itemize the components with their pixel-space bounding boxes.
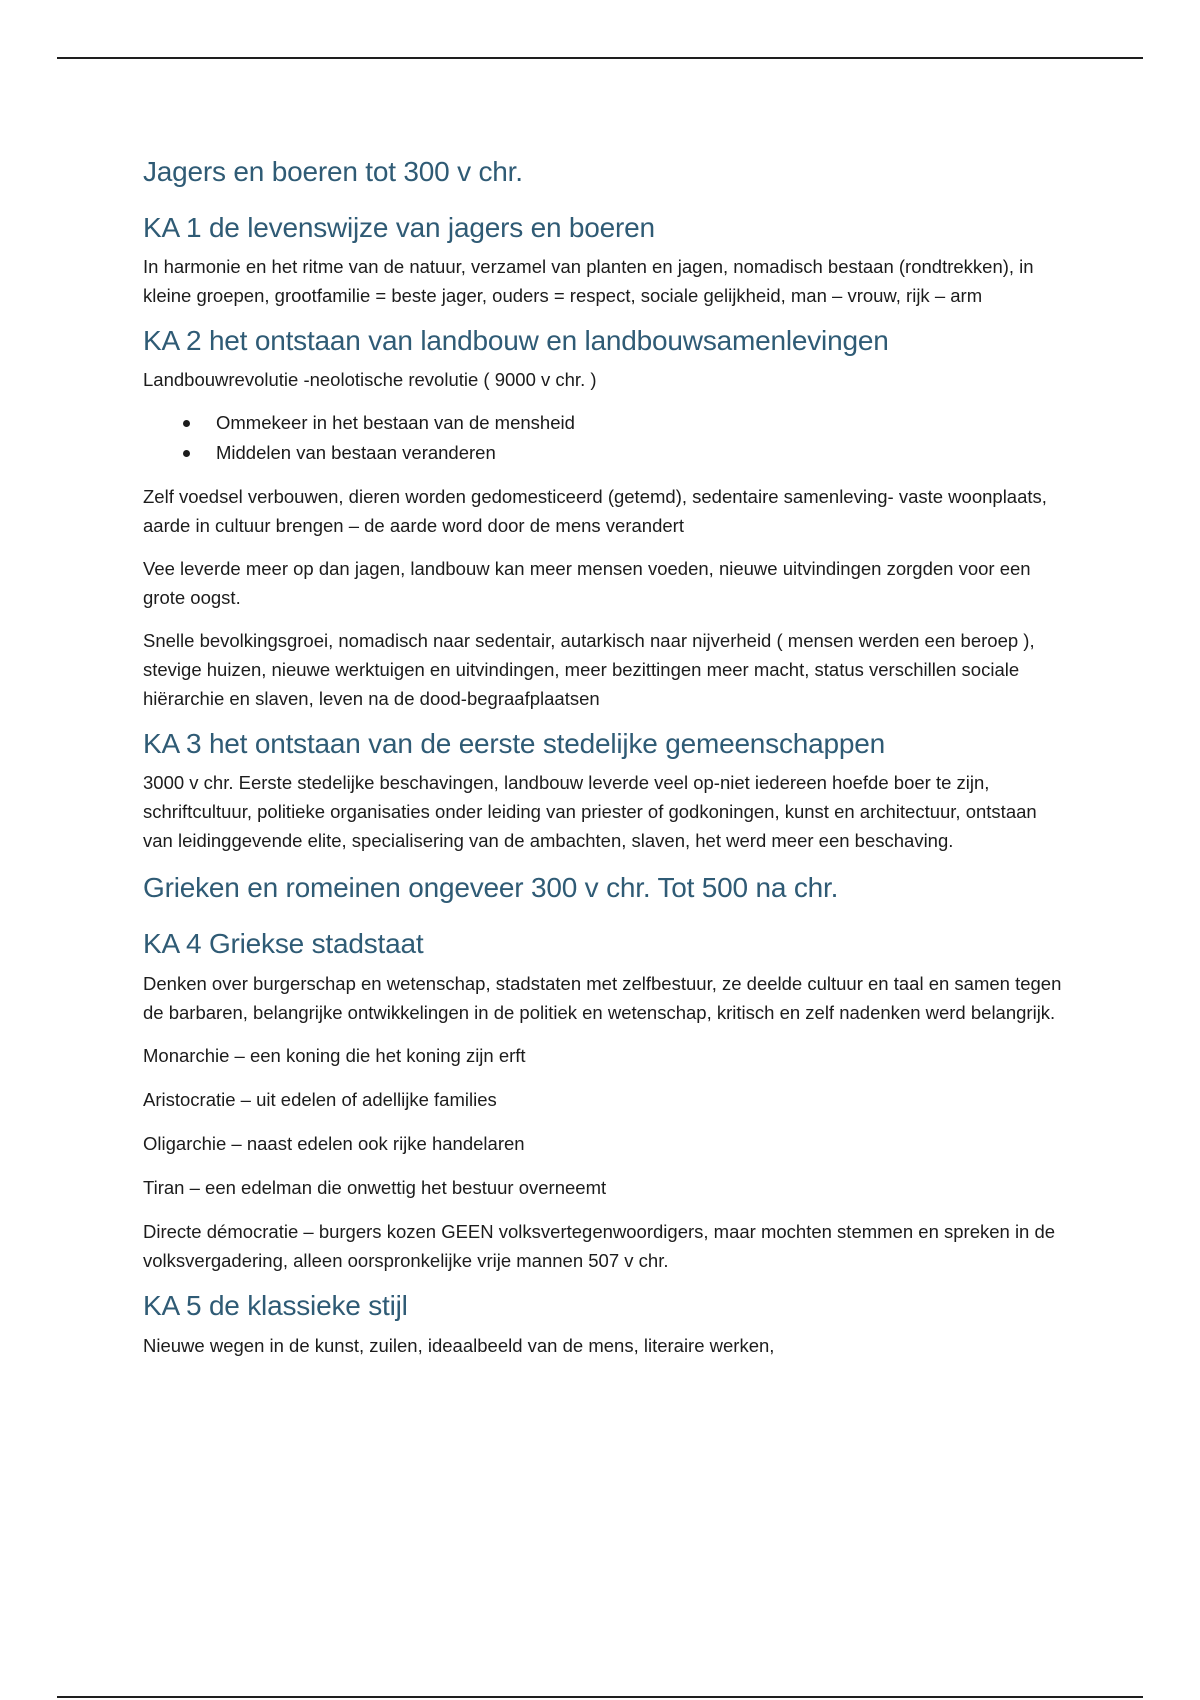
footer-rule	[57, 1696, 1143, 1698]
paragraph-ka1: In harmonie en het ritme van de natuur, verzamel van planten en jagen, nomadisch bestaan (rondtrekken), in kleine groepen, grootfamilie = beste jager, ouders = respect, sociale gelijkheid, man – vrouw, rijk – arm	[143, 256, 1034, 306]
heading-ka5: KA 5 de klassieke stijl	[143, 1290, 408, 1321]
heading-ka4: KA 4 Griekse stadstaat	[143, 928, 424, 959]
paragraph-oligarchie: Oligarchie – naast edelen ook rijke handelaren	[143, 1133, 525, 1154]
paragraph-ka2-3: Vee leverde meer op dan jagen, landbouw kan meer mensen voeden, nieuwe uitvindingen zorgden voor een grote oogst.	[143, 558, 1031, 608]
header-rule	[57, 57, 1143, 59]
paragraph-ka4-1: Denken over burgerschap en wetenschap, stadstaten met zelfbestuur, ze deelde cultuur en taal en samen tegen de barbaren, belangrijke ontwikkelingen in de politiek en wetenschap, kritisch en zelf nadenken werd belangrijk.	[143, 973, 1062, 1023]
heading-ka1: KA 1 de levenswijze van jagers en boeren	[143, 212, 655, 243]
heading-ka3: KA 3 het ontstaan van de eerste stedelijke gemeenschappen	[143, 728, 886, 759]
paragraph-ka5: Nieuwe wegen in de kunst, zuilen, ideaalbeeld van de mens, literaire werken,	[143, 1335, 775, 1356]
paragraph-ka2-4: Snelle bevolkingsgroei, nomadisch naar sedentair, autarkisch naar nijverheid ( mensen werden een beroep ), stevige huizen, nieuwe werktuigen en uitvindingen, meer bezittingen meer macht, status verschillen sociale hiërarchie en slaven, leven na de dood-begraafplaatsen	[143, 630, 1035, 709]
title-grieken-romeinen: Grieken en romeinen ongeveer 300 v chr. Tot 500 na chr.	[143, 872, 839, 903]
paragraph-tiran: Tiran – een edelman die onwettig het bestuur overneemt	[143, 1177, 607, 1198]
list-item: Ommekeer in het bestaan van de mensheid	[143, 408, 1063, 438]
heading-ka2: KA 2 het ontstaan van landbouw en landbouwsamenlevingen	[143, 325, 889, 356]
document-body	[143, 155, 1063, 1360]
paragraph-ka2-2: Zelf voedsel verbouwen, dieren worden gedomesticeerd (getemd), sedentaire samenleving- vaste woonplaats, aarde in cultuur brengen – de aarde word door de mens verandert	[143, 486, 1047, 536]
title-jagers-boeren: Jagers en boeren tot 300 v chr.	[143, 156, 523, 187]
paragraph-ka3: 3000 v chr. Eerste stedelijke beschavingen, landbouw leverde veel op-niet iedereen hoefde boer te zijn, schriftcultuur, politieke organisaties onder leiding van priester of godkoningen, kunst en architectuur, ontstaan van leidinggevende elite, specialisering van de ambachten, slaven, het werd meer een beschaving.	[143, 772, 1037, 851]
paragraph-democratie: Directe démocratie – burgers kozen GEEN volksvertegenwoordigers, maar mochten stemmen en spreken in de volksvergadering, alleen oorspronkelijke vrije mannen 507 v chr.	[143, 1221, 1056, 1271]
paragraph-aristocratie: Aristocratie – uit edelen of adellijke families	[143, 1089, 497, 1110]
bullet-list-ka2	[143, 408, 1063, 468]
paragraph-monarchie: Monarchie – een koning die het koning zijn erft	[143, 1045, 526, 1066]
paragraph-ka2-intro: Landbouwrevolutie -neolotische revolutie ( 9000 v chr. )	[143, 369, 597, 390]
list-item: Middelen van bestaan veranderen	[143, 438, 1063, 468]
